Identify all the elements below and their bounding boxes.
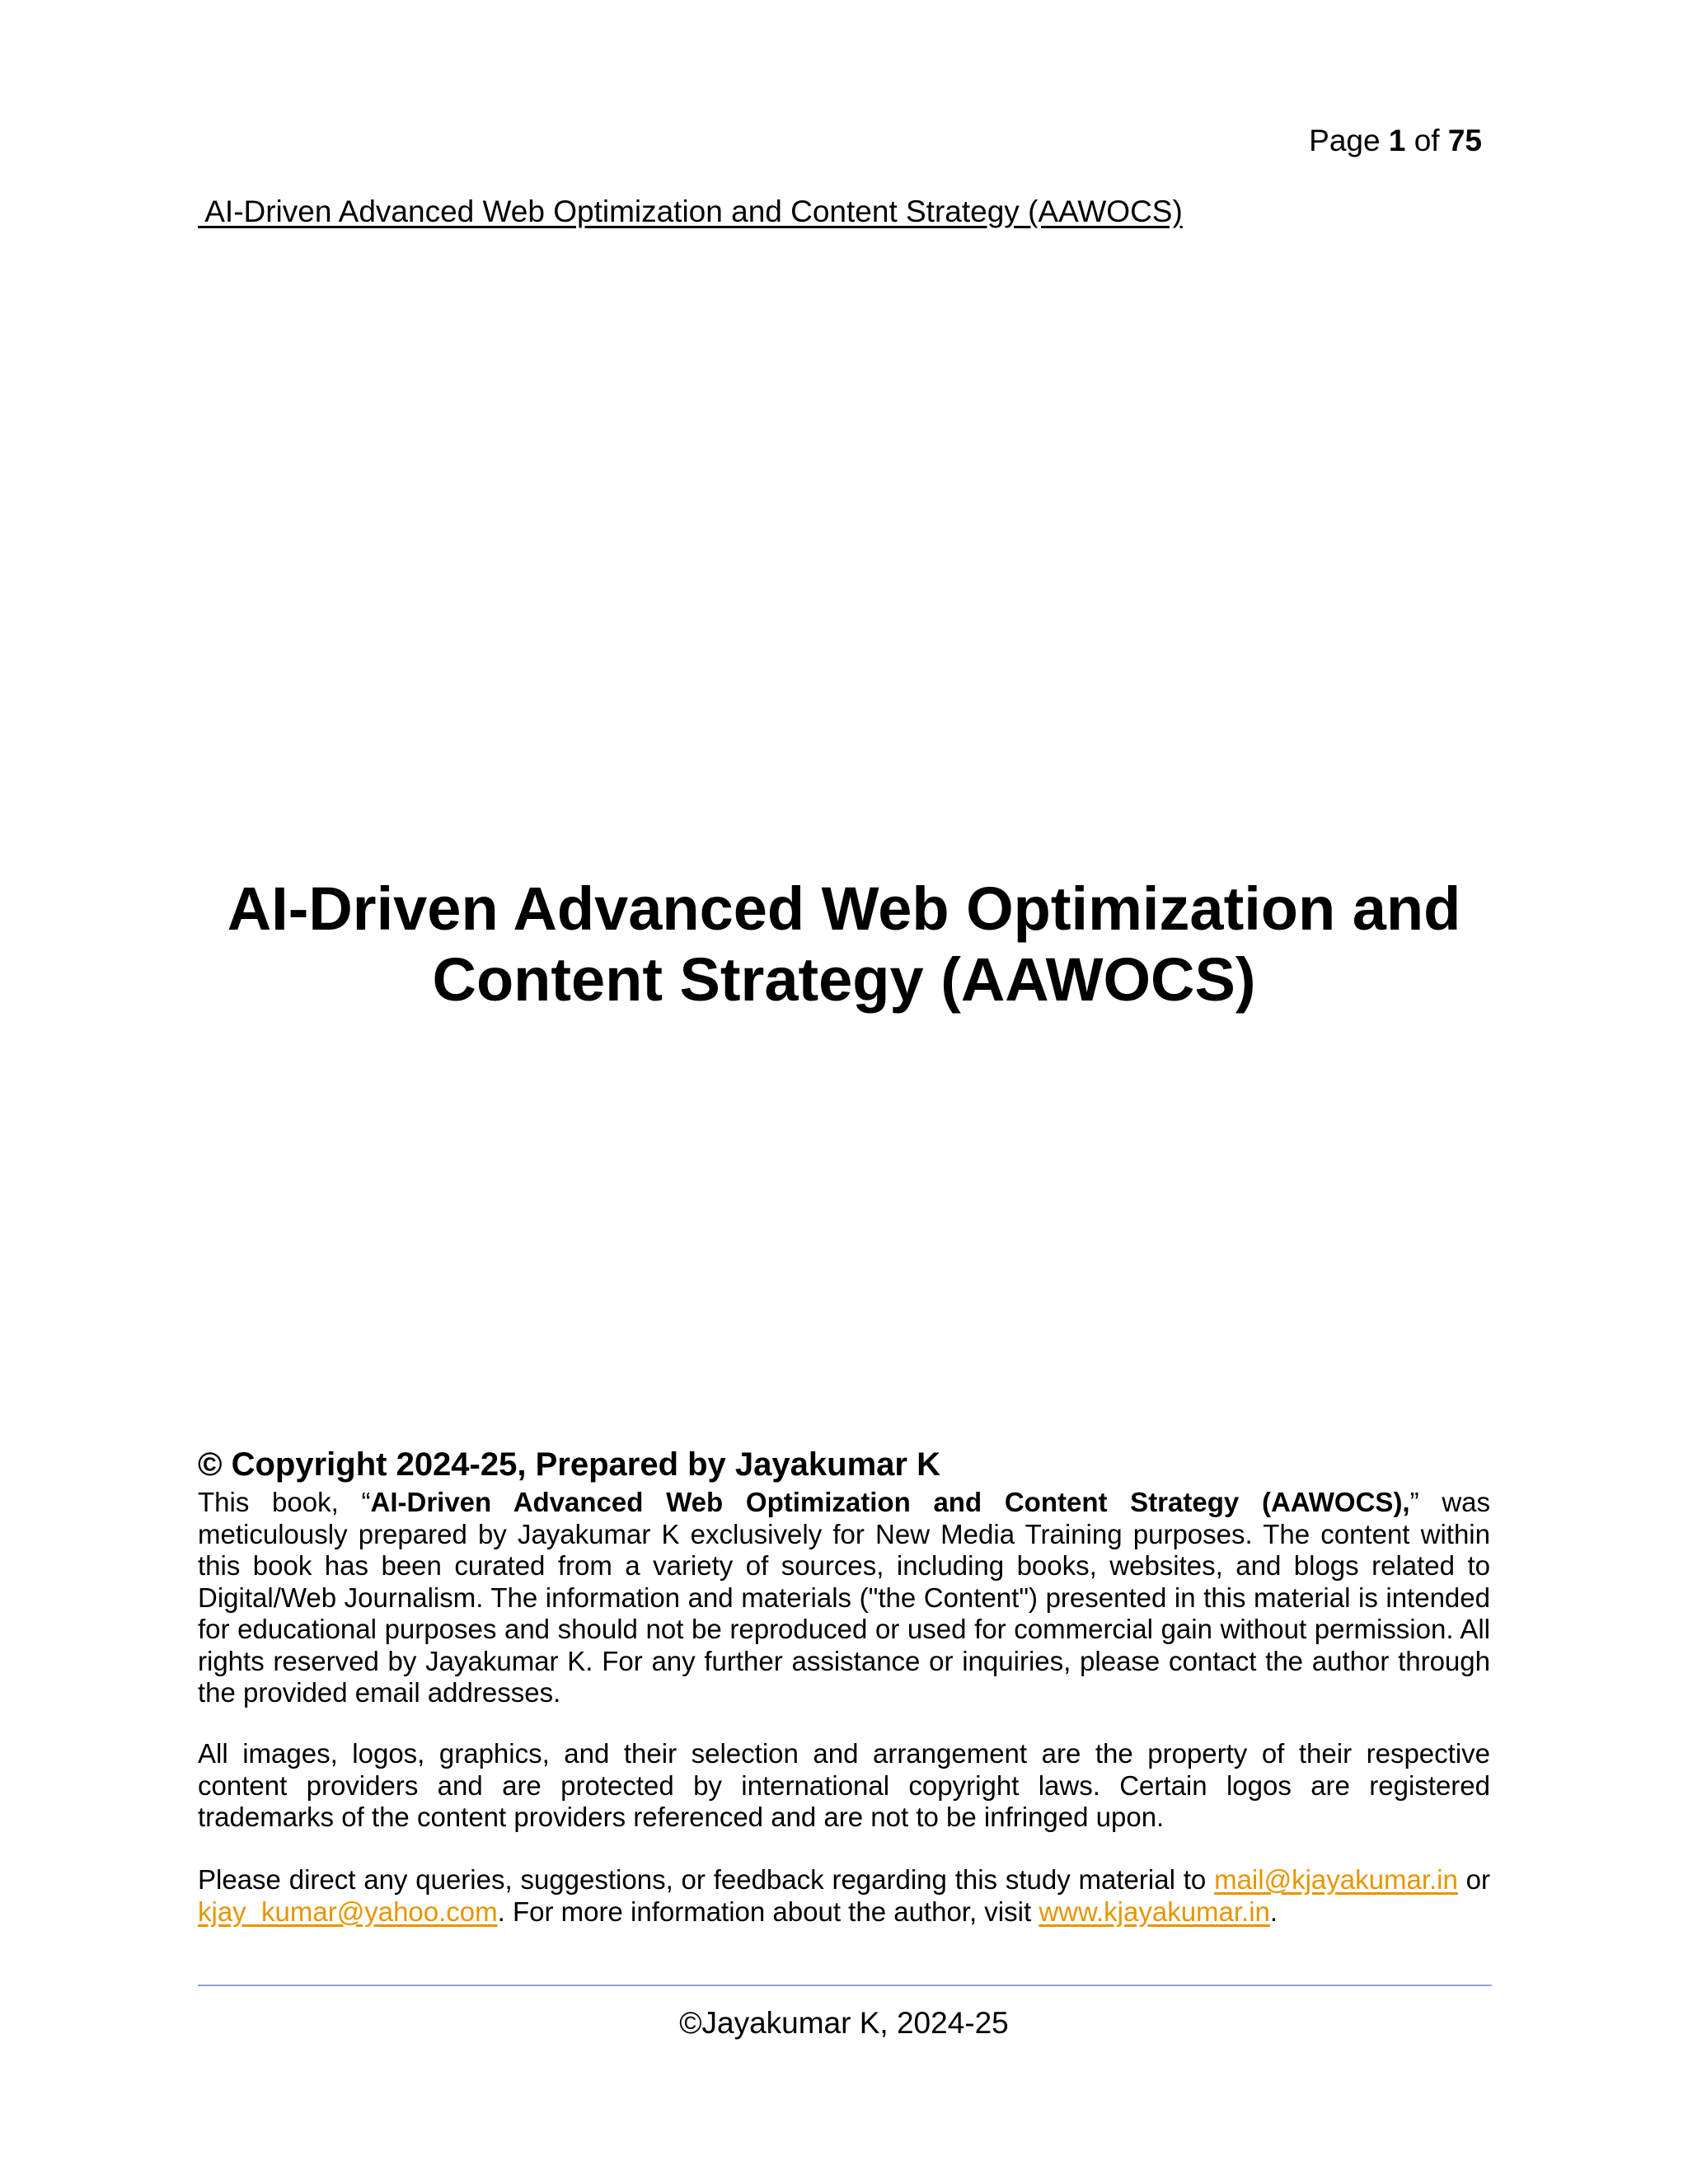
page-separator: of: [1405, 124, 1448, 157]
secondary-email-link[interactable]: kjay_kumar@yahoo.com: [198, 1896, 498, 1927]
para1-body: ” was meticulously prepared by Jayakumar K exclusively for New Media Training purposes. The content within this book has been curated from a variety of sources, including books, websites, and blogs related to Digital/Web Journalism. The information and materials ("the Content") presented in this material is intended for educational purposes and should not be reproduced or used for commercial gain without permission. All rights reserved by Jayakumar K. For any further assistance or inquiries, please contact the author through the provided email addresses.: [198, 1487, 1491, 1708]
trademark-paragraph: All images, logos, graphics, and their selection and arrangement are the property of their respective content providers and are protected by international copyright laws. Certain logos are registered trademarks of the content providers referenced and are not to be infringed upon.: [198, 1738, 1490, 1832]
para3-end: .: [1269, 1896, 1278, 1927]
title-line-2: Content Strategy (AAWOCS): [432, 945, 1256, 1014]
footer-divider: [198, 1985, 1492, 1986]
contact-paragraph: [198, 1864, 1490, 1928]
page-total: 75: [1447, 124, 1482, 157]
running-header: AI-Driven Advanced Web Optimization and Content Strategy (AAWOCS): [198, 194, 1183, 228]
para3-or: or: [1457, 1864, 1490, 1895]
para1-intro: This book, “: [198, 1487, 371, 1517]
document-title: [198, 874, 1490, 1015]
para3-intro: Please direct any queries, suggestions, or feedback regarding this study material to: [198, 1864, 1215, 1895]
copyright-paragraph: [198, 1487, 1490, 1709]
primary-email-link[interactable]: mail@kjayakumar.in: [1214, 1864, 1458, 1895]
website-link[interactable]: www.kjayakumar.in: [1039, 1896, 1270, 1927]
page-prefix: Page: [1309, 124, 1389, 157]
book-title: AI-Driven Advanced Web Optimization and Content Strategy (AAWOCS),: [370, 1487, 1410, 1517]
title-line-1: AI-Driven Advanced Web Optimization and: [227, 874, 1461, 943]
footer-copyright: ©Jayakumar K, 2024-25: [679, 2006, 1009, 2040]
page-current: 1: [1388, 124, 1406, 157]
para3-more: . For more information about the author, visit: [497, 1896, 1039, 1927]
copyright-heading: © Copyright 2024-25, Prepared by Jayakumar K: [198, 1446, 940, 1483]
page-number: [1309, 122, 1482, 160]
